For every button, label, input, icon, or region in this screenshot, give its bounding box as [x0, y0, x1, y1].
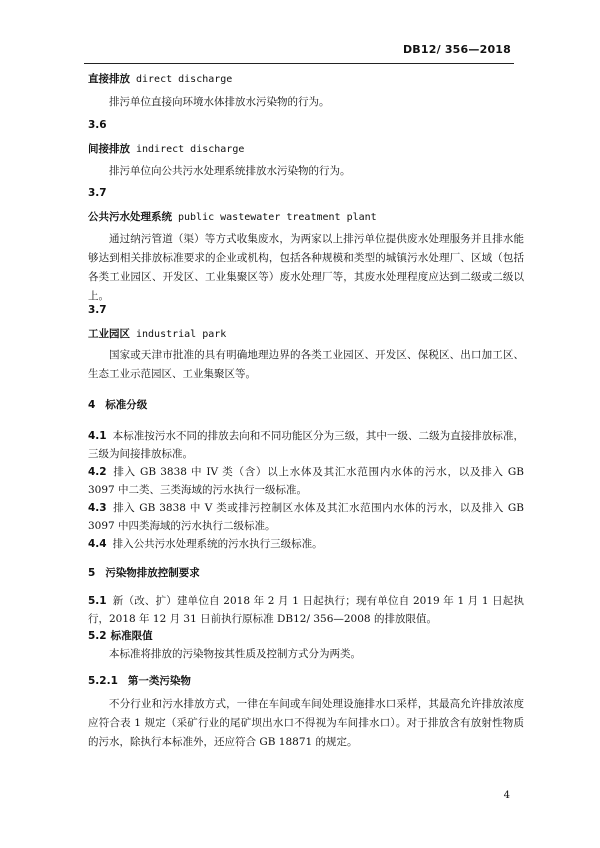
clause-number: 4.4: [88, 538, 107, 550]
subsection-title: 标准限值: [110, 630, 153, 642]
clause-number: 4.3: [88, 502, 107, 514]
term-en: indirect discharge: [136, 144, 245, 155]
clause-number: 5.1: [88, 595, 107, 607]
term-en: direct discharge: [136, 74, 233, 85]
clause-4-4: [88, 535, 524, 553]
term-definition: 排污单位直接向环境水体排放水污染物的行为。: [109, 96, 330, 108]
clause-4-2: [88, 463, 524, 499]
section-heading: [88, 565, 524, 580]
subsection-number: 5.2.1: [88, 675, 118, 687]
clause-number: 4.2: [88, 466, 107, 478]
page-number: 4: [503, 790, 510, 801]
term-definition: 排污单位向公共污水处理系统排放水污染物的行为。: [109, 165, 351, 177]
subsection-heading: [88, 673, 524, 688]
clause-number: 4.1: [88, 430, 107, 442]
section-heading: [88, 397, 524, 412]
clause-4-3: [88, 499, 524, 535]
clause-text: 本标准按污水不同的排放去向和不同功能区分为三级，其中一级、二级为直接排放标准，三级为间接排放标准。: [88, 430, 524, 460]
standard-code: DB12/ 356—2018: [402, 43, 511, 56]
section-number: 5: [88, 567, 96, 579]
term-cn: 工业园区: [88, 328, 130, 340]
subsection-heading: [88, 628, 524, 643]
clause-number: 3.7: [88, 304, 107, 316]
clause-text: 排入公共污水处理系统的污水执行三级标准。: [112, 538, 323, 550]
clause-text: 排入 GB 3838 中 V 类或排污控制区水体及其汇水范围内水体的污水，以及排入 GB 3097 中四类海域的污水执行二级标准。: [88, 502, 524, 532]
term-en: industrial park: [136, 329, 227, 340]
subsection-text: 不分行业和污水排放方式，一律在车间或车间处理设施排水口采样，其最高允许排放浓度应符合表 1 规定（采矿行业的尾矿坝出水口不得视为车间排水口）。对于排放含有放射性物质的污水，除执行本标准外，还应符合 GB 18871 的规定。: [88, 698, 524, 748]
term-cn: 直接排放: [88, 73, 130, 85]
subsection-title: 第一类污染物: [127, 675, 191, 687]
term-cn: 间接排放: [88, 143, 130, 155]
clause-5-1: [88, 592, 524, 628]
section-title: 污染物排放控制要求: [105, 567, 200, 579]
clause-4-1: [88, 427, 524, 463]
term-public-wastewater-plant: [88, 209, 524, 224]
term-cn: 公共污水处理系统: [88, 211, 172, 223]
term-en: public wastewater treatment plant: [178, 212, 377, 223]
term-definition: 通过纳污管道（渠）等方式收集废水，为两家以上排污单位提供废水处理服务并且排水能够达到相关排放标准要求的企业或机构，包括各种规模和类型的城镇污水处理厂、区域（包括各类工业园区、开发区、工业集聚区等）废水处理厂等，其废水处理程度应达到二级或二级以上。: [88, 233, 524, 302]
section-title: 标准分级: [105, 399, 148, 411]
clause-text: 新（改、扩）建单位自 2018 年 2 月 1 日起执行；现有单位自 2019 年 1 月 1 日起执行，2018 年 12 月 31 日前执行原标准 DB12/ 356—2008 的排放限值。: [88, 595, 524, 625]
term-definition: 国家或天津市批准的具有明确地理边界的各类工业园区、开发区、保税区、出口加工区、生态工业示范园区、工业集聚区等。: [88, 349, 524, 380]
subsection-text: 本标准将排放的污染物按其性质及控制方式分为两类。: [109, 648, 361, 660]
term-direct-discharge: [88, 71, 524, 86]
clause-number: 3.7: [88, 187, 107, 199]
header-rule: [84, 63, 514, 64]
clause-number: 3.6: [88, 119, 107, 131]
clause-text: 排入 GB 3838 中 IV 类（含）以上水体及其汇水范围内水体的污水，以及排入 GB 3097 中二类、三类海域的污水执行一级标准。: [88, 466, 524, 496]
subsection-number: 5.2: [88, 630, 107, 642]
term-industrial-park: [88, 326, 524, 341]
term-indirect-discharge: [88, 141, 524, 156]
section-number: 4: [88, 399, 96, 411]
